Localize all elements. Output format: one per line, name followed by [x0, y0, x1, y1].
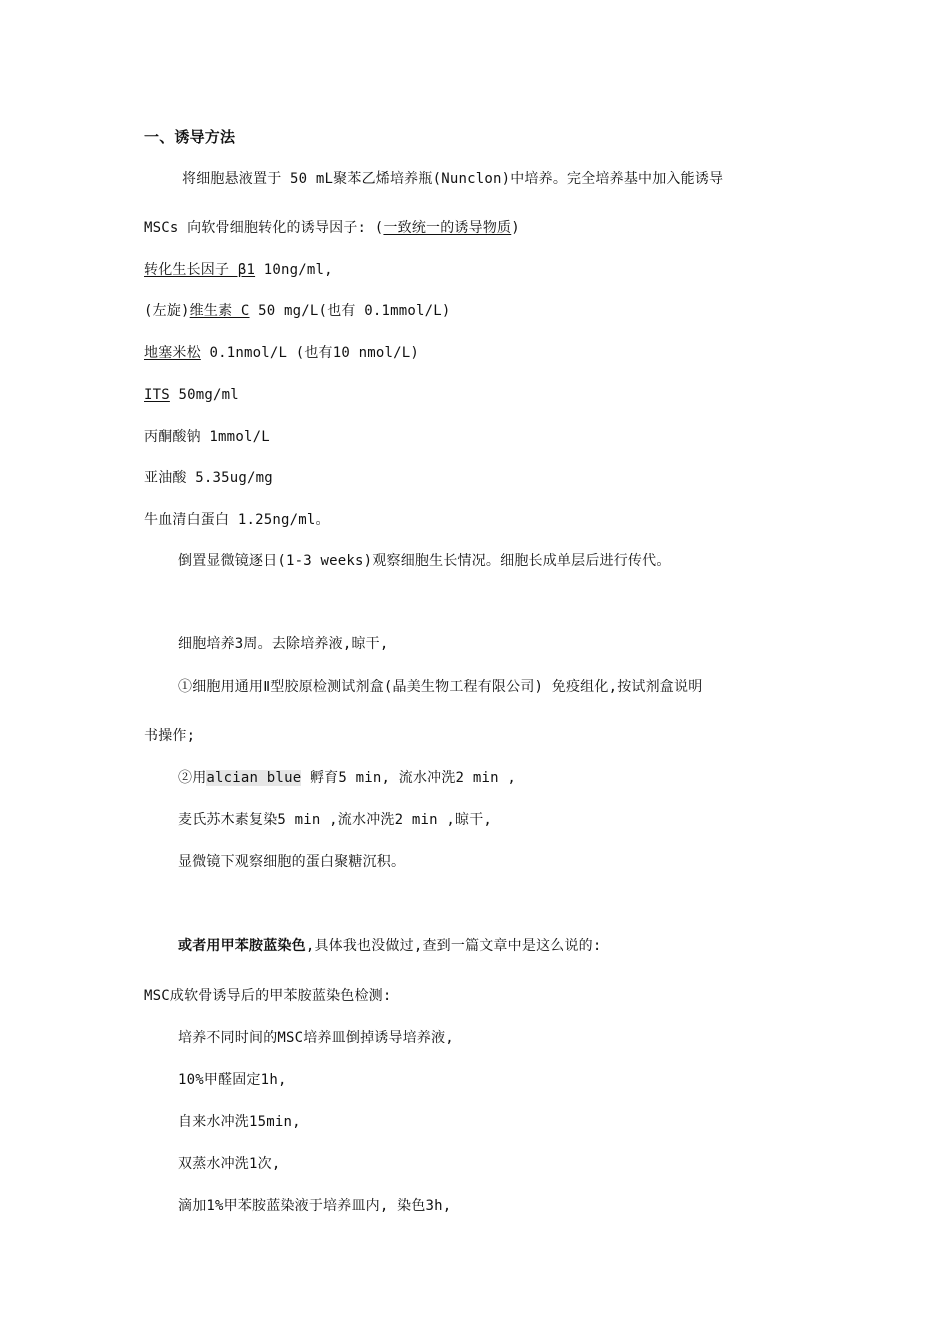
culture-line: 细胞培养3周。去除培养液,晾干, [178, 636, 389, 652]
intro-line-2 [144, 219, 520, 237]
toluidine-intro [178, 937, 602, 955]
factor-tgf-beta [144, 261, 333, 279]
step2-prefix: ②用 [178, 770, 207, 786]
factor-name: 维生素 C [189, 303, 250, 319]
factor-name: 转化生长因子 β1 [144, 262, 256, 278]
step1-line-1: ①细胞用通用Ⅱ型胶原检测试剂盒(晶美生物工程有限公司) 免疫组化,按试剂盒说明 [178, 679, 703, 695]
toluidine-step: 滴加1%甲苯胺蓝染液于培养皿内, 染色3h, [178, 1198, 452, 1214]
factor-value: 0.1nmol/L (也有10 nmol/L) [200, 345, 420, 361]
toluidine-step: 双蒸水冲洗1次, [178, 1156, 281, 1172]
toluidine-step: 10%甲醛固定1h, [178, 1072, 287, 1088]
toluidine-bold: 或者用甲苯胺蓝染色 [178, 938, 306, 954]
factor-linoleic-acid: 亚油酸 5.35ug/mg [144, 470, 273, 486]
factor-value: 10ng/ml, [255, 262, 333, 278]
step2-line [178, 769, 516, 787]
toluidine-rest: ,具体我也没做过,查到一篇文章中是这么说的: [305, 938, 602, 954]
toluidine-step: 自来水冲洗15min, [178, 1114, 301, 1130]
factor-value: 50mg/ml [169, 387, 239, 403]
factor-pyruvate: 丙酮酸钠 1mmol/L [144, 429, 270, 445]
alcian-blue-highlight: alcian blue [206, 770, 302, 786]
factor-vitamin-c [144, 302, 451, 320]
toluidine-subtitle: MSC成软骨诱导后的甲苯胺蓝染色检测: [144, 988, 392, 1004]
observe-line: 倒置显微镜逐日(1-3 weeks)观察细胞生长情况。细胞长成单层后进行传代。 [178, 553, 671, 569]
intro-line-2-pre: MSCs 向软骨细胞转化的诱导因子: ( [144, 220, 384, 236]
intro-line-2-underlined: 一致统一的诱导物质 [383, 220, 512, 236]
factor-name: 地塞米松 [144, 345, 201, 361]
intro-line-2-post: ) [511, 220, 520, 236]
factor-name: ITS [144, 387, 170, 403]
section-heading: 一、诱导方法 [144, 128, 236, 146]
counterstain-line: 麦氏苏木素复染5 min ,流水冲洗2 min ,晾干, [178, 812, 493, 828]
intro-line-1: 将细胞悬液置于 50 mL聚苯乙烯培养瓶(Nunclon)中培养。完全培养基中加入能诱导 [182, 171, 724, 187]
factor-dexamethasone [144, 344, 419, 362]
step1-line-2: 书操作; [144, 728, 196, 744]
factor-value: 50 mg/L(也有 0.1mmol/L) [249, 303, 451, 319]
microscope-line: 显微镜下观察细胞的蛋白聚糖沉积。 [178, 854, 406, 870]
factor-prefix: (左旋) [144, 303, 190, 319]
factor-its [144, 386, 239, 404]
step2-rest: 孵育5 min, 流水冲洗2 min , [301, 770, 516, 786]
factor-bsa: 牛血清白蛋白 1.25ng/ml。 [144, 512, 330, 528]
toluidine-step: 培养不同时间的MSC培养皿倒掉诱导培养液, [178, 1030, 454, 1046]
